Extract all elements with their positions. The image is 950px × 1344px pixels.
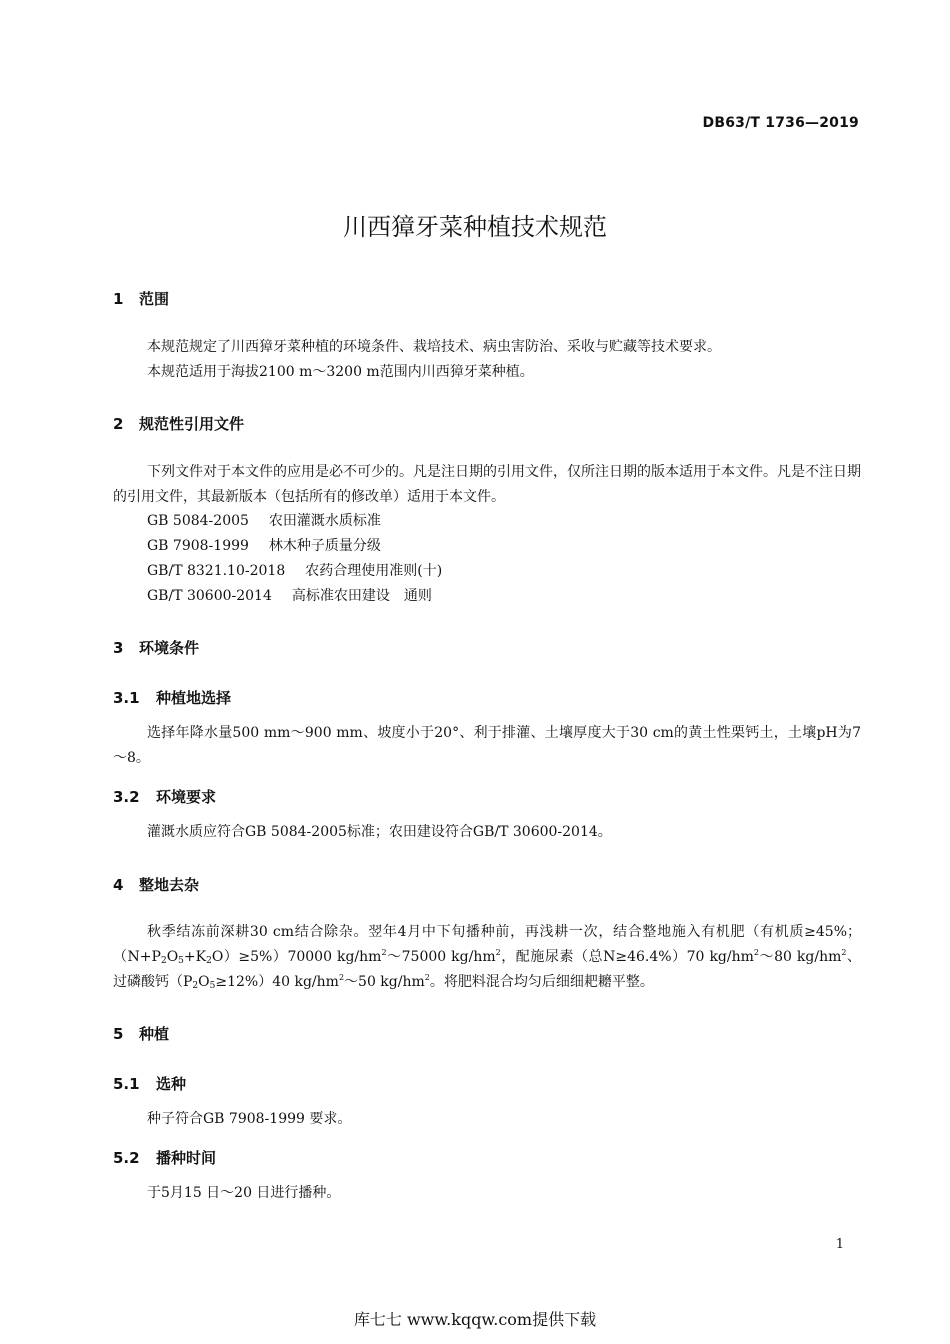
paragraph-fertilizer: 秋季结冻前深耕30 cm结合除杂。翌年4月中下旬播种前，再浅耕一次，结合整地施入有机肥（有机质≥45%；$(N+P_2O_5+K_2O)\ge 5\%)70000$ $kg/hm^2\sim 75000$ $kg/hm^2$，配施尿素（总N≥46.4%）70 $kg/hm^2\sim 80$ $kg/hm^2$、过磷酸钙$(P_2O_5\ge 12\%)40$ $kg/hm^2\sim 50$ $kg/hm^2$。将肥料混合均匀后细细耙耱平整。	[113, 924, 861, 991]
subsection-number: 5.2	[113, 1149, 140, 1167]
reference-code: GB/T 8321.10-2018	[147, 563, 286, 579]
subsection-5-1-heading	[113, 1073, 186, 1094]
reference-item	[147, 584, 432, 609]
section-title: 环境条件	[139, 639, 200, 657]
subsection-title: 种植地选择	[156, 689, 232, 707]
section-number: 3	[113, 639, 124, 657]
paragraph: 于5月15 日～20 日进行播种。	[147, 1185, 341, 1201]
document-title: 川西獐牙菜种植技术规范	[343, 213, 607, 241]
subsection-3-2-heading	[113, 786, 216, 807]
paragraph: 本规范适用于海拔2100 m～3200 m范围内川西獐牙菜种植。	[147, 364, 534, 380]
subsection-title: 环境要求	[156, 788, 217, 806]
paragraph: 种子符合GB 7908-1999 要求。	[147, 1111, 352, 1127]
section-number: 4	[113, 876, 124, 894]
reference-item	[147, 534, 381, 559]
section-number: 5	[113, 1025, 124, 1043]
reference-item	[147, 559, 442, 584]
subsection-title: 选种	[156, 1075, 187, 1093]
section-5-heading	[113, 1023, 169, 1044]
section-title: 整地去杂	[139, 876, 200, 894]
reference-code: GB/T 30600-2014	[147, 588, 272, 604]
subsection-3-1-heading	[113, 687, 231, 708]
paragraph: 灌溉水质应符合GB 5084-2005标准；农田建设符合GB/T 30600-2014。	[147, 824, 612, 840]
section-title: 规范性引用文件	[139, 415, 245, 433]
reference-name: 高标准农田建设 通则	[291, 588, 432, 604]
reference-code: GB 5084-2005	[147, 513, 249, 529]
subsection-number: 5.1	[113, 1075, 140, 1093]
section-2-heading	[113, 413, 244, 434]
section-number: 1	[113, 290, 124, 308]
reference-code: GB 7908-1999	[147, 538, 249, 554]
section-title: 种植	[139, 1025, 170, 1043]
paragraph: 下列文件对于本文件的应用是必不可少的。凡是注日期的引用文件，仅所注日期的版本适用于本文件。凡是不注日期的引用文件，其最新版本（包括所有的修改单）适用于本文件。	[113, 464, 861, 505]
paragraph: 本规范规定了川西獐牙菜种植的环境条件、栽培技术、病虫害防治、采收与贮藏等技术要求。	[147, 339, 721, 355]
reference-item	[147, 509, 381, 534]
document-number: DB63/T 1736—2019	[702, 115, 859, 131]
subsection-number: 3.2	[113, 788, 140, 806]
subsection-number: 3.1	[113, 689, 140, 707]
page-number: 1	[835, 1237, 844, 1252]
reference-name: 农田灌溉水质标准	[268, 513, 381, 529]
reference-name: 林木种子质量分级	[268, 538, 381, 554]
section-1-heading	[113, 288, 169, 309]
section-title: 范围	[139, 290, 170, 308]
section-number: 2	[113, 415, 124, 433]
paragraph: 选择年降水量500 mm～900 mm、坡度小于20°、利于排灌、土壤厚度大于30 cm的黄土性栗钙土，土壤pH为7～8。	[113, 725, 861, 766]
subsection-5-2-heading	[113, 1147, 216, 1168]
reference-name: 农药合理使用准则(十)	[305, 563, 443, 579]
section-3-heading	[113, 637, 199, 658]
section-4-heading	[113, 874, 199, 895]
footer-watermark: 库七七 www.kqqw.com提供下载	[353, 1310, 597, 1329]
subsection-title: 播种时间	[156, 1149, 217, 1167]
